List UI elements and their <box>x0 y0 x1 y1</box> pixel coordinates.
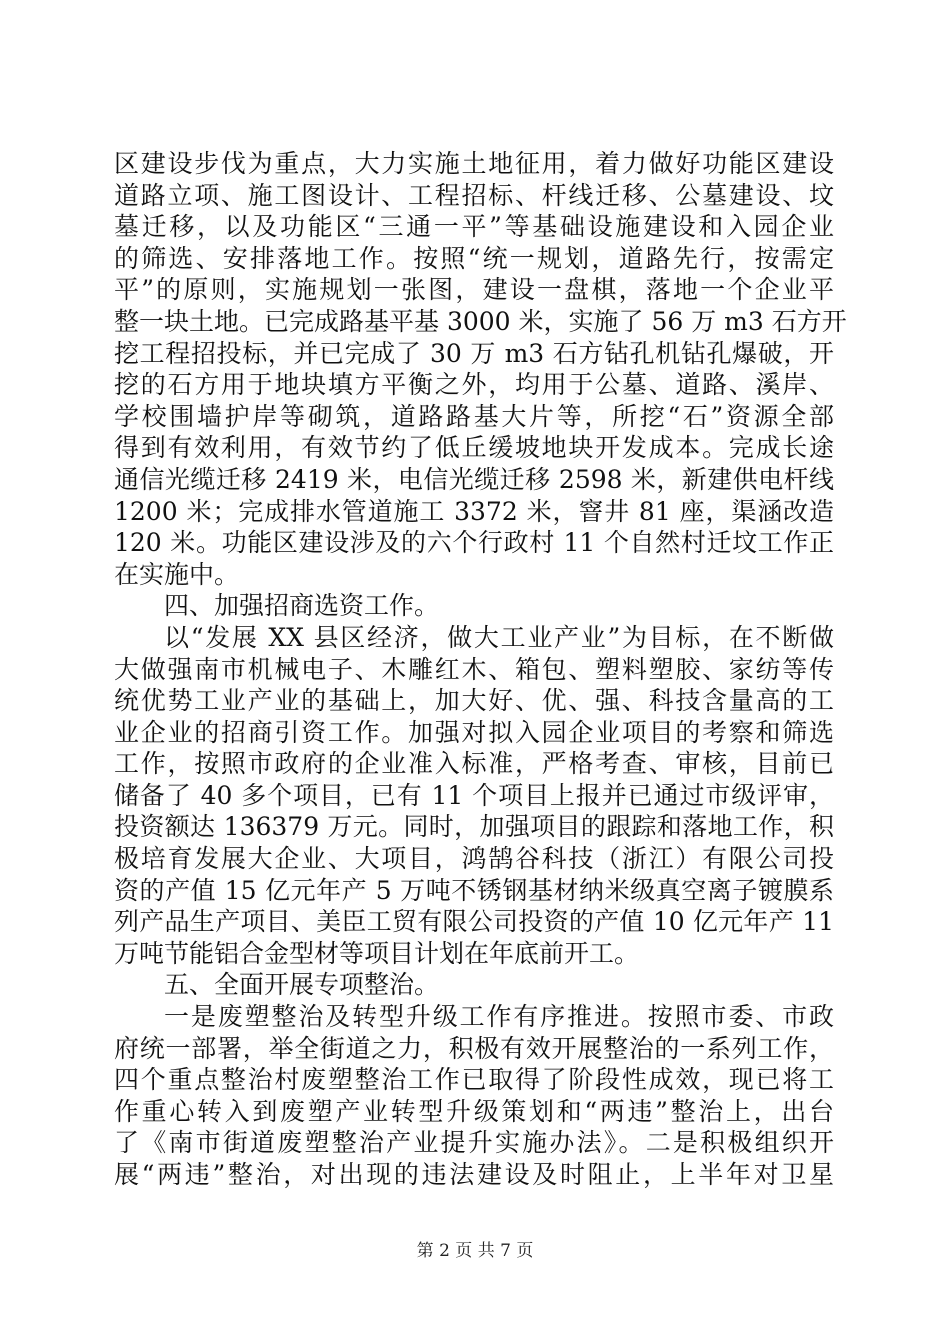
document-body <box>114 148 847 1191</box>
text-line: 区建设步伐为重点，大力实施土地征用，着力做好功能区建设 <box>114 149 834 178</box>
text-line: 的筛选、安排落地工作。按照“统一规划，道路先行，按需定 <box>114 243 834 273</box>
text-line: 学校围墙护岸等砌筑，道路路基大片等，所挖“石”资源全部 <box>114 401 834 431</box>
page-number: 第 2 页 共 7 页 <box>416 1241 534 1261</box>
text-line: 墓迁移，以及功能区“三通一平”等基础设施建设和入园企业 <box>114 212 834 242</box>
text-line: 在实施中。 <box>114 559 240 589</box>
text-line: 五、全面开展专项整治。 <box>164 970 440 1000</box>
page-footer <box>0 1240 950 1262</box>
text-line: 挖工程招投标，并已完成了 30 万 m3 石方钻孔机钻孔爆破，开 <box>114 338 834 368</box>
text-line: 平”的原则，实施规划一张图，建设一盘棋，落地一个企业平 <box>114 275 834 305</box>
text-line: 投资额达 136379 万元。同时，加强项目的跟踪和落地工作，积 <box>114 812 834 842</box>
text-line: 万吨节能铝合金型材等项目计划在年底前开工。 <box>114 938 640 968</box>
text-line: 得到有效利用，有效节约了低丘缓坡地块开发成本。完成长途 <box>114 433 834 463</box>
text-line: 储备了 40 多个项目，已有 11 个项目上报并已通过市级评审， <box>114 780 834 810</box>
text-line: 四个重点整治村废塑整治工作已取得了阶段性成效，现已将工 <box>114 1065 834 1095</box>
text-line: 展“两违”整治，对出现的违法建设及时阻止，上半年对卫星 <box>114 1160 834 1189</box>
text-line: 120 米。功能区建设涉及的六个行政村 11 个自然村迁坟工作正 <box>114 528 834 558</box>
text-line: 府统一部署，举全街道之力，积极有效开展整治的一系列工作， <box>114 1033 834 1063</box>
text-line: 一是废塑整治及转型升级工作有序推进。按照市委、市政 <box>164 1002 834 1032</box>
text-line: 以“发展 XX 县区经济，做大工业产业”为目标，在不断做 <box>164 622 834 652</box>
text-line: 了《南市街道废塑整治产业提升实施办法》。二是积极组织开 <box>114 1128 834 1158</box>
text-line: 大做强南市机械电子、木雕红木、箱包、塑料塑胶、家纺等传 <box>114 654 834 684</box>
text-line: 通信光缆迁移 2419 米，电信光缆迁移 2598 米，新建供电杆线 <box>114 464 834 494</box>
text-line: 挖的石方用于地块填方平衡之外，均用于公墓、道路、溪岸、 <box>114 370 834 400</box>
text-line: 业企业的招商引资工作。加强对拟入园企业项目的考察和筛选 <box>114 717 834 747</box>
text-line: 四、加强招商选资工作。 <box>164 591 440 621</box>
text-line: 统优势工业产业的基础上，加大好、优、强、科技含量高的工 <box>114 686 834 716</box>
text-line: 资的产值 15 亿元年产 5 万吨不锈钢基材纳米级真空离子镀膜系 <box>114 875 834 905</box>
text-line: 道路立项、施工图设计、工程招标、杆线迁移、公墓建设、坟 <box>114 180 834 210</box>
text-line: 作重心转入到废塑产业转型升级策划和“两违”整治上，出台 <box>114 1096 834 1126</box>
text-line: 列产品生产项目、美臣工贸有限公司投资的产值 10 亿元年产 11 <box>114 907 834 937</box>
text-line: 1200 米；完成排水管道施工 3372 米，窨井 81 座，渠涵改造 <box>114 496 834 526</box>
text-line: 工作，按照市政府的企业准入标准，严格考查、审核，目前已 <box>114 749 834 779</box>
text-line: 极培育发展大企业、大项目，鸿鹄谷科技（浙江）有限公司投 <box>114 844 834 874</box>
text-line: 整一块土地。已完成路基平基 3000 米，实施了 56 万 m3 石方开 <box>114 306 847 336</box>
